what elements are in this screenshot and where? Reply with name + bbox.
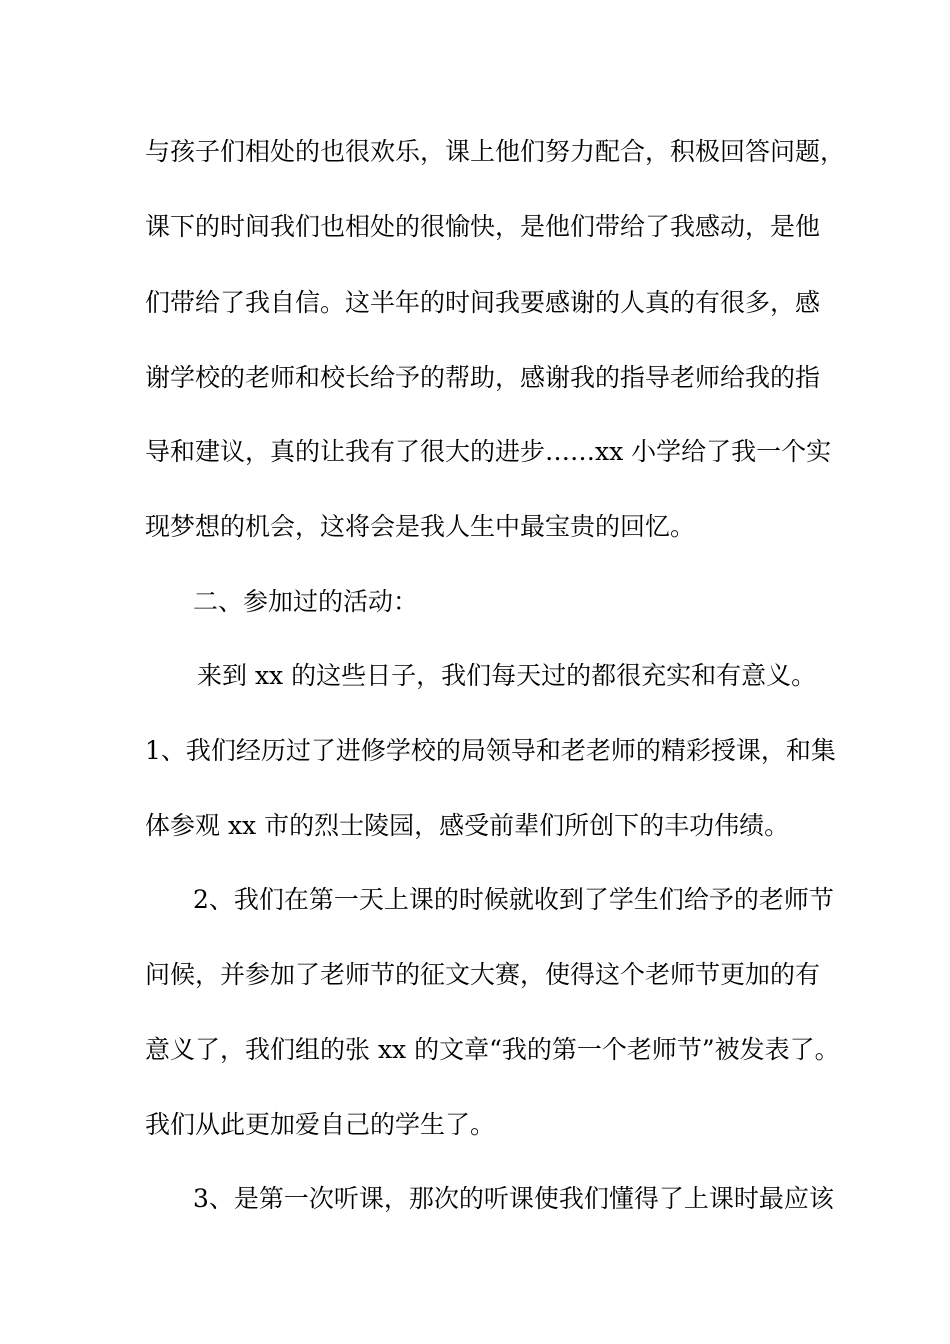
text-line: 课下的时间我们也相处的很愉快，是他们带给了我感动，是他	[145, 212, 821, 241]
text-line: 意义了，我们组的张 xx 的文章“我的第一个老师节”被发表了。	[145, 1035, 840, 1064]
text-line: 来到 xx 的这些日子，我们每天过的都很充实和有意义。	[197, 661, 817, 690]
text-line: 2、我们在第一天上课的时候就收到了学生们给予的老师节	[193, 885, 834, 914]
text-line: 1、我们经历过了进修学校的局领导和老老师的精彩授课，和集	[145, 736, 836, 765]
text-line: 问候，并参加了老师节的征文大赛，使得这个老师节更加的有	[145, 960, 821, 989]
section-heading: 二、参加过的活动：	[193, 587, 419, 616]
text-line: 与孩子们相处的也很欢乐，课上他们努力配合，积极回答问题，	[145, 137, 846, 166]
text-line: 现梦想的机会，这将会是我人生中最宝贵的回忆。	[145, 512, 696, 541]
text-line: 我们从此更加爱自己的学生了。	[145, 1110, 496, 1139]
text-line: 体参观 xx 市的烈士陵园，感受前辈们所创下的丰功伟绩。	[145, 811, 790, 840]
text-line: 们带给了我自信。这半年的时间我要感谢的人真的有很多，感	[145, 288, 821, 317]
text-line: 3、是第一次听课，那次的听课使我们懂得了上课时最应该	[193, 1184, 834, 1213]
text-line: 谢学校的老师和校长给予的帮助，感谢我的指导老师给我的指	[145, 363, 821, 392]
text-line: 导和建议，真的让我有了很大的进步……xx 小学给了我一个实	[145, 437, 832, 466]
